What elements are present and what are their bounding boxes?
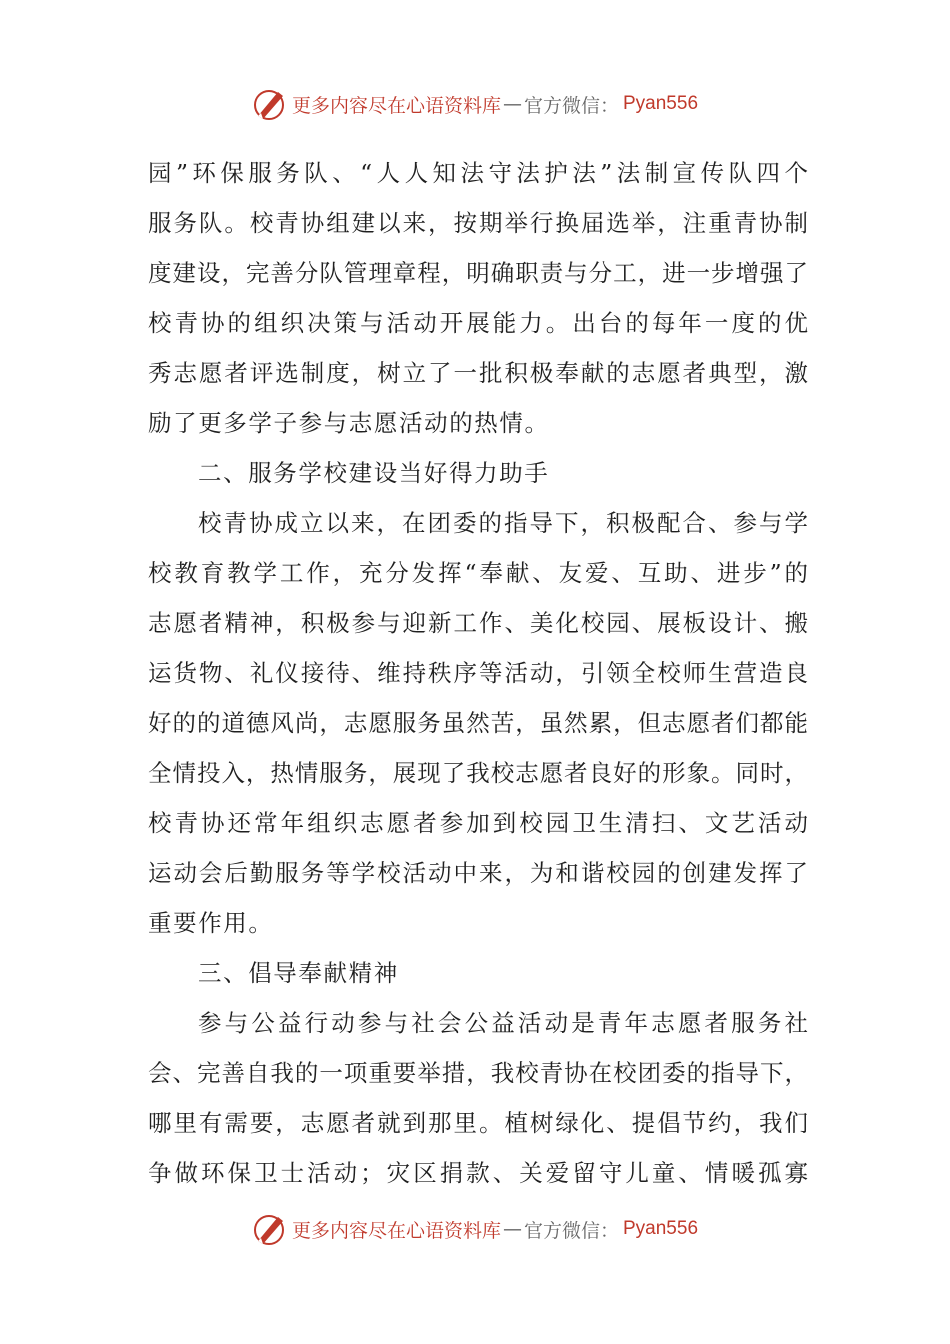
footer-separator: — <box>502 1218 522 1240</box>
body-line: 校教育教学工作，充分发挥“奉献、友爱、互助、进步”的 <box>148 559 808 587</box>
footer-banner <box>0 1209 950 1249</box>
body-line: 运货物、礼仪接待、维持秩序等活动，引领全校师生营造良 <box>148 659 808 687</box>
header-wechat-id: Pyan556 <box>623 93 699 114</box>
footer-site-text: 更多内容尽在心语资料库 <box>291 1219 501 1242</box>
footer-wechat-label: 官方微信： <box>523 1219 619 1242</box>
body-line: 志愿者精神，积极参与迎新工作、美化校园、展板设计、搬 <box>148 609 808 637</box>
body-line: 哪里有需要，志愿者就到那里。植树绿化、提倡节约，我们 <box>148 1109 808 1137</box>
header-banner <box>0 84 950 124</box>
header-separator: — <box>502 93 522 115</box>
pen-logo-icon <box>252 86 288 122</box>
body-line: 励了更多学子参与志愿活动的热情。 <box>148 409 550 437</box>
body-line: 秀志愿者评选制度，树立了一批积极奉献的志愿者典型，激 <box>148 359 808 387</box>
section-heading: 三、倡导奉献精神 <box>198 959 399 987</box>
body-line: 校青协还常年组织志愿者参加到校园卫生清扫、文艺活动 <box>148 809 808 837</box>
body-line: 会、完善自我的一项重要举措，我校青协在校团委的指导下， <box>148 1059 808 1087</box>
footer-wechat-id: Pyan556 <box>623 1218 699 1239</box>
body-line: 争做环保卫士活动；灾区捐款、关爱留守儿童、情暖孤寡 <box>148 1159 808 1187</box>
body-line: 度建设，完善分队管理章程，明确职责与分工，进一步增强了 <box>148 259 808 287</box>
pen-logo-icon <box>252 1211 288 1247</box>
body-line: 好的的道德风尚，志愿服务虽然苦，虽然累，但志愿者们都能 <box>148 709 808 737</box>
body-line: 运动会后勤服务等学校活动中来，为和谐校园的创建发挥了 <box>148 859 808 887</box>
body-line: 园”环保服务队、“人人知法守法护法”法制宣传队四个 <box>148 159 808 187</box>
body-line: 校青协的组织决策与活动开展能力。出台的每年一度的优 <box>148 309 808 337</box>
section-heading: 二、服务学校建设当好得力助手 <box>198 459 550 487</box>
header-wechat-label: 官方微信： <box>523 94 619 117</box>
document-body <box>148 148 808 1198</box>
body-line: 重要作用。 <box>148 909 274 937</box>
body-line: 全情投入，热情服务，展现了我校志愿者良好的形象。同时， <box>148 759 808 787</box>
body-line: 服务队。校青协组建以来，按期举行换届选举，注重青协制 <box>148 209 808 237</box>
body-line: 参与公益行动参与社会公益活动是青年志愿者服务社 <box>198 1009 808 1037</box>
header-site-text: 更多内容尽在心语资料库 <box>291 94 501 117</box>
body-line: 校青协成立以来，在团委的指导下，积极配合、参与学 <box>198 509 808 537</box>
